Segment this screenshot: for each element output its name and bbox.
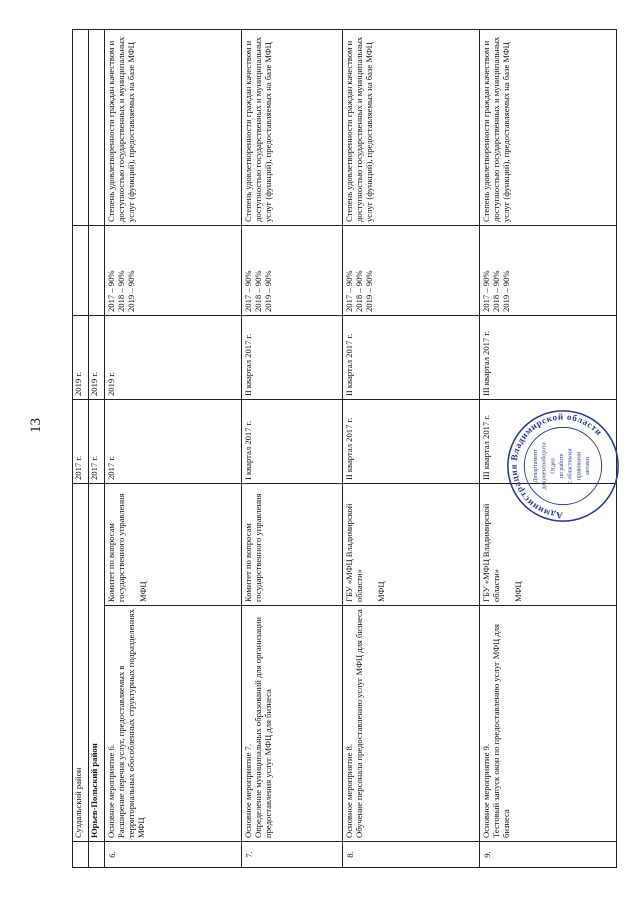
executor-secondary: МФЦ — [137, 581, 148, 602]
subheader-result-cell — [89, 30, 105, 226]
table-row — [343, 30, 480, 868]
target-value: 2017 – 90% — [481, 270, 492, 312]
measure-description: Расширение перечня услуг, предоставляемых в территориальных обособленных структурных подразделениях МФЦ — [115, 609, 146, 838]
header-row-district — [73, 30, 89, 868]
header-row-subdistrict — [89, 30, 105, 868]
executor-secondary: МФЦ — [376, 581, 387, 602]
header-num-cell — [73, 842, 89, 868]
subheader-target-cell — [89, 226, 105, 316]
start-date: 2017 г. — [105, 400, 242, 484]
subdistrict-name: Юрьев-Польский район — [89, 484, 105, 842]
measure-cell — [343, 606, 480, 842]
header-year-2017: 2017 г. — [73, 400, 89, 484]
measure-title: Основное мероприятие 6. — [106, 744, 116, 838]
header-target-cell — [73, 226, 89, 316]
target-value: 2019 – 90% — [501, 270, 512, 312]
row-number: 9. — [480, 842, 617, 868]
stamp-center-line: по работе — [559, 453, 565, 479]
stamp-center-line: Отдел — [550, 458, 557, 474]
start-date: III квартал 2017 г. — [480, 400, 617, 484]
measure-cell — [105, 606, 242, 842]
target-values — [105, 226, 242, 316]
expected-result: Степень удовлетворенности граждан качеством и доступностью государственных и муниципальных услуг (функций), предоставляемых на базе МФЦ — [241, 30, 343, 226]
target-value: 2019 – 90% — [262, 270, 273, 312]
end-date: II квартал 2017 г. — [241, 316, 343, 400]
subheader-year-2017: 2017 г. — [89, 400, 105, 484]
executor-name: ГБУ «МФЦ Владимирской области» — [344, 503, 365, 602]
executor-name: ГБУ «МФЦ Владимирской области» — [481, 503, 502, 602]
measure-cell — [241, 606, 343, 842]
stamp-center-line: Департамент — [532, 449, 539, 483]
subheader-num-cell — [89, 842, 105, 868]
stamp-center-line: правовыми — [576, 451, 583, 481]
start-date: I квартал 2017 г. — [241, 400, 343, 484]
end-date: II квартал 2017 г. — [343, 316, 480, 400]
page-number: 13 — [28, 418, 44, 433]
row-number: 6. — [105, 842, 242, 868]
target-value: 2017 – 90% — [344, 270, 355, 312]
target-values — [241, 226, 343, 316]
expected-result: Степень удовлетворенности граждан качеством и доступностью государственных и муниципальных услуг (функций), предоставляемых на базе МФЦ — [480, 30, 617, 226]
target-values — [480, 226, 617, 316]
executor-name: Комитет по вопросам государственного управления — [242, 493, 263, 602]
start-date: II квартал 2017 г. — [343, 400, 480, 484]
stamp-center-line: документооборота — [541, 442, 548, 490]
executor-name: Комитет по вопросам государственного управления — [106, 493, 126, 602]
target-values — [343, 226, 480, 316]
measure-title: Основное мероприятие 9. — [481, 744, 492, 838]
row-number: 7. — [241, 842, 343, 868]
expected-result: Степень удовлетворенности граждан качеством и доступностью государственных и муниципальных услуг (функций), предоставляемых на базе МФЦ — [105, 30, 242, 226]
expected-result: Степень удовлетворенности граждан качеством и доступностью государственных и муниципальных услуг (функций), предоставляемых на базе МФЦ — [343, 30, 480, 226]
stamp-ring-textpath: Администрация Владимирской области — [508, 411, 605, 521]
executor-cell — [241, 484, 343, 606]
executor-cell — [105, 484, 242, 606]
measure-description: Обучение персонала предоставлению услуг МФЦ для бизнеса — [354, 609, 365, 838]
header-result-cell — [73, 30, 89, 226]
target-value: 2019 – 90% — [125, 270, 136, 312]
stamp-center-line: актами — [585, 457, 592, 475]
executor-cell — [343, 484, 480, 606]
table-row — [241, 30, 343, 868]
measure-description: Тестовый запуск окон по предоставлению услуг МФЦ для бизнеса — [491, 624, 512, 838]
target-value: 2019 – 90% — [364, 270, 375, 312]
header-year-2019: 2019 г. — [73, 316, 89, 400]
measure-cell — [480, 606, 617, 842]
measure-description: Определение муниципальных образований для организации предоставления услуг МФЦ для бизнеса — [252, 617, 273, 838]
target-value: 2018 – 90% — [354, 270, 365, 312]
target-value: 2018 – 90% — [115, 270, 126, 312]
stamp-center-line: с областными — [567, 448, 574, 484]
official-stamp — [505, 408, 621, 524]
target-value: 2018 – 90% — [491, 270, 502, 312]
executor-secondary: МФЦ — [513, 581, 524, 602]
target-value: 2017 – 90% — [242, 270, 253, 312]
table-row — [105, 30, 242, 868]
target-value: 2017 – 90% — [106, 270, 116, 312]
end-date: III квартал 2017 г. — [480, 316, 617, 400]
measure-title: Основное мероприятие 8. — [344, 744, 355, 838]
end-date: 2019 г. — [105, 316, 242, 400]
target-value: 2018 – 90% — [252, 270, 263, 312]
measure-title: Основное мероприятие 7. — [242, 744, 253, 838]
subheader-year-2019: 2019 г. — [89, 316, 105, 400]
district-name: Суздальский район — [73, 484, 89, 842]
row-number: 8. — [343, 842, 480, 868]
